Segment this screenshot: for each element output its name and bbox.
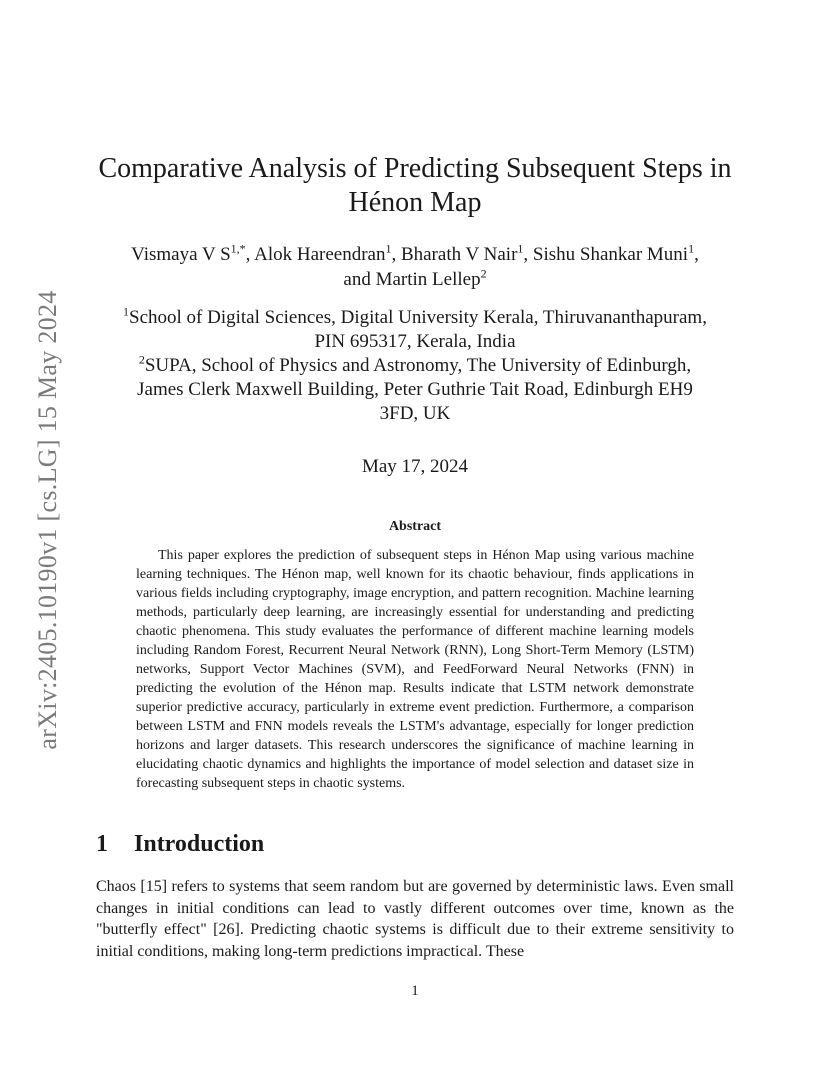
author-list bbox=[96, 242, 734, 292]
title-line-1: Comparative Analysis of Predicting Subsequent Steps in bbox=[98, 153, 732, 184]
paper-title bbox=[96, 152, 734, 220]
author-affil-marker: 1 bbox=[688, 241, 695, 256]
section-title: Introduction bbox=[134, 831, 265, 857]
arxiv-stamp: arXiv:2405.10190v1 [cs.LG] 15 May 2024 bbox=[33, 290, 62, 750]
author-name: Vismaya V S bbox=[131, 244, 231, 265]
paper-date: May 17, 2024 bbox=[361, 456, 469, 477]
affiliation-2-line-1 bbox=[96, 354, 734, 378]
author-name: , Bharath V Nair bbox=[391, 244, 518, 265]
author-line-1 bbox=[96, 242, 734, 267]
affiliation-marker: 2 bbox=[138, 352, 145, 367]
author-name: , Sishu Shankar Muni bbox=[523, 244, 689, 265]
author-name: and Martin Lellep bbox=[343, 269, 481, 290]
author-affil-marker: 1 bbox=[517, 241, 524, 256]
author-separator: , bbox=[694, 244, 699, 265]
affiliations bbox=[96, 306, 734, 426]
author-affil-marker: 1,* bbox=[230, 241, 246, 256]
affiliation-1-line-1 bbox=[96, 306, 734, 330]
affiliation-text: School of Digital Sciences, Digital University Kerala, Thiruvananthapuram, bbox=[129, 307, 707, 328]
author-affil-marker: 1 bbox=[385, 241, 392, 256]
section-heading bbox=[96, 831, 734, 858]
page-number: 1 bbox=[411, 983, 419, 999]
introduction-paragraph: Chaos [15] refers to systems that seem random but are governed by deterministic laws. Even small changes in initial conditions can lead to vastly different outcomes over time, known as the "butterfly effect" [26]. Predicting chaotic systems is difficult due to their extreme sensitivity to initial conditions, making long-term predictions impractical. These bbox=[96, 878, 734, 960]
affiliation-marker: 1 bbox=[123, 304, 130, 319]
affiliation-text: SUPA, School of Physics and Astronomy, The University of Edinburgh, bbox=[144, 355, 692, 376]
author-line-2 bbox=[96, 267, 734, 292]
author-affil-marker: 2 bbox=[480, 266, 487, 281]
abstract-text: This paper explores the prediction of subsequent steps in Hénon Map using various machine learning techniques. The Hénon map, well known for its chaotic behaviour, finds applications in various fields including cryptography, image encryption, and pattern recognition. Machine learning methods, particularly deep learning, are increasingly essential for understanding and predicting chaotic phenomena. This study evaluates the performance of different machine learning models including Random Forest, Recurrent Neural Network (RNN), Long Short-Term Memory (LSTM) networks, Support Vector Machines (SVM), and FeedForward Neural Networks (FNN) in predicting the evolution of the Hénon map. Results indicate that LSTM network demonstrate superior predictive accuracy, particularly in extreme event prediction. Furthermore, a comparison between LSTM and FNN models reveals the LSTM's advantage, especially for longer prediction horizons and larger datasets. This research underscores the significance of machine learning in elucidating chaotic dynamics and highlights the importance of model selection and dataset size in forecasting subsequent steps in chaotic systems. bbox=[136, 548, 694, 791]
affiliation-1-line-2: PIN 695317, Kerala, India bbox=[314, 331, 516, 352]
abstract-heading: Abstract bbox=[388, 519, 442, 534]
affiliation-2-line-3: 3FD, UK bbox=[379, 403, 451, 424]
author-name: , Alok Hareendran bbox=[245, 244, 386, 265]
affiliation-2-line-2: James Clerk Maxwell Building, Peter Guthrie Tait Road, Edinburgh EH9 bbox=[137, 379, 693, 400]
section-number: 1 bbox=[96, 831, 108, 857]
title-line-2: Hénon Map bbox=[348, 187, 482, 218]
